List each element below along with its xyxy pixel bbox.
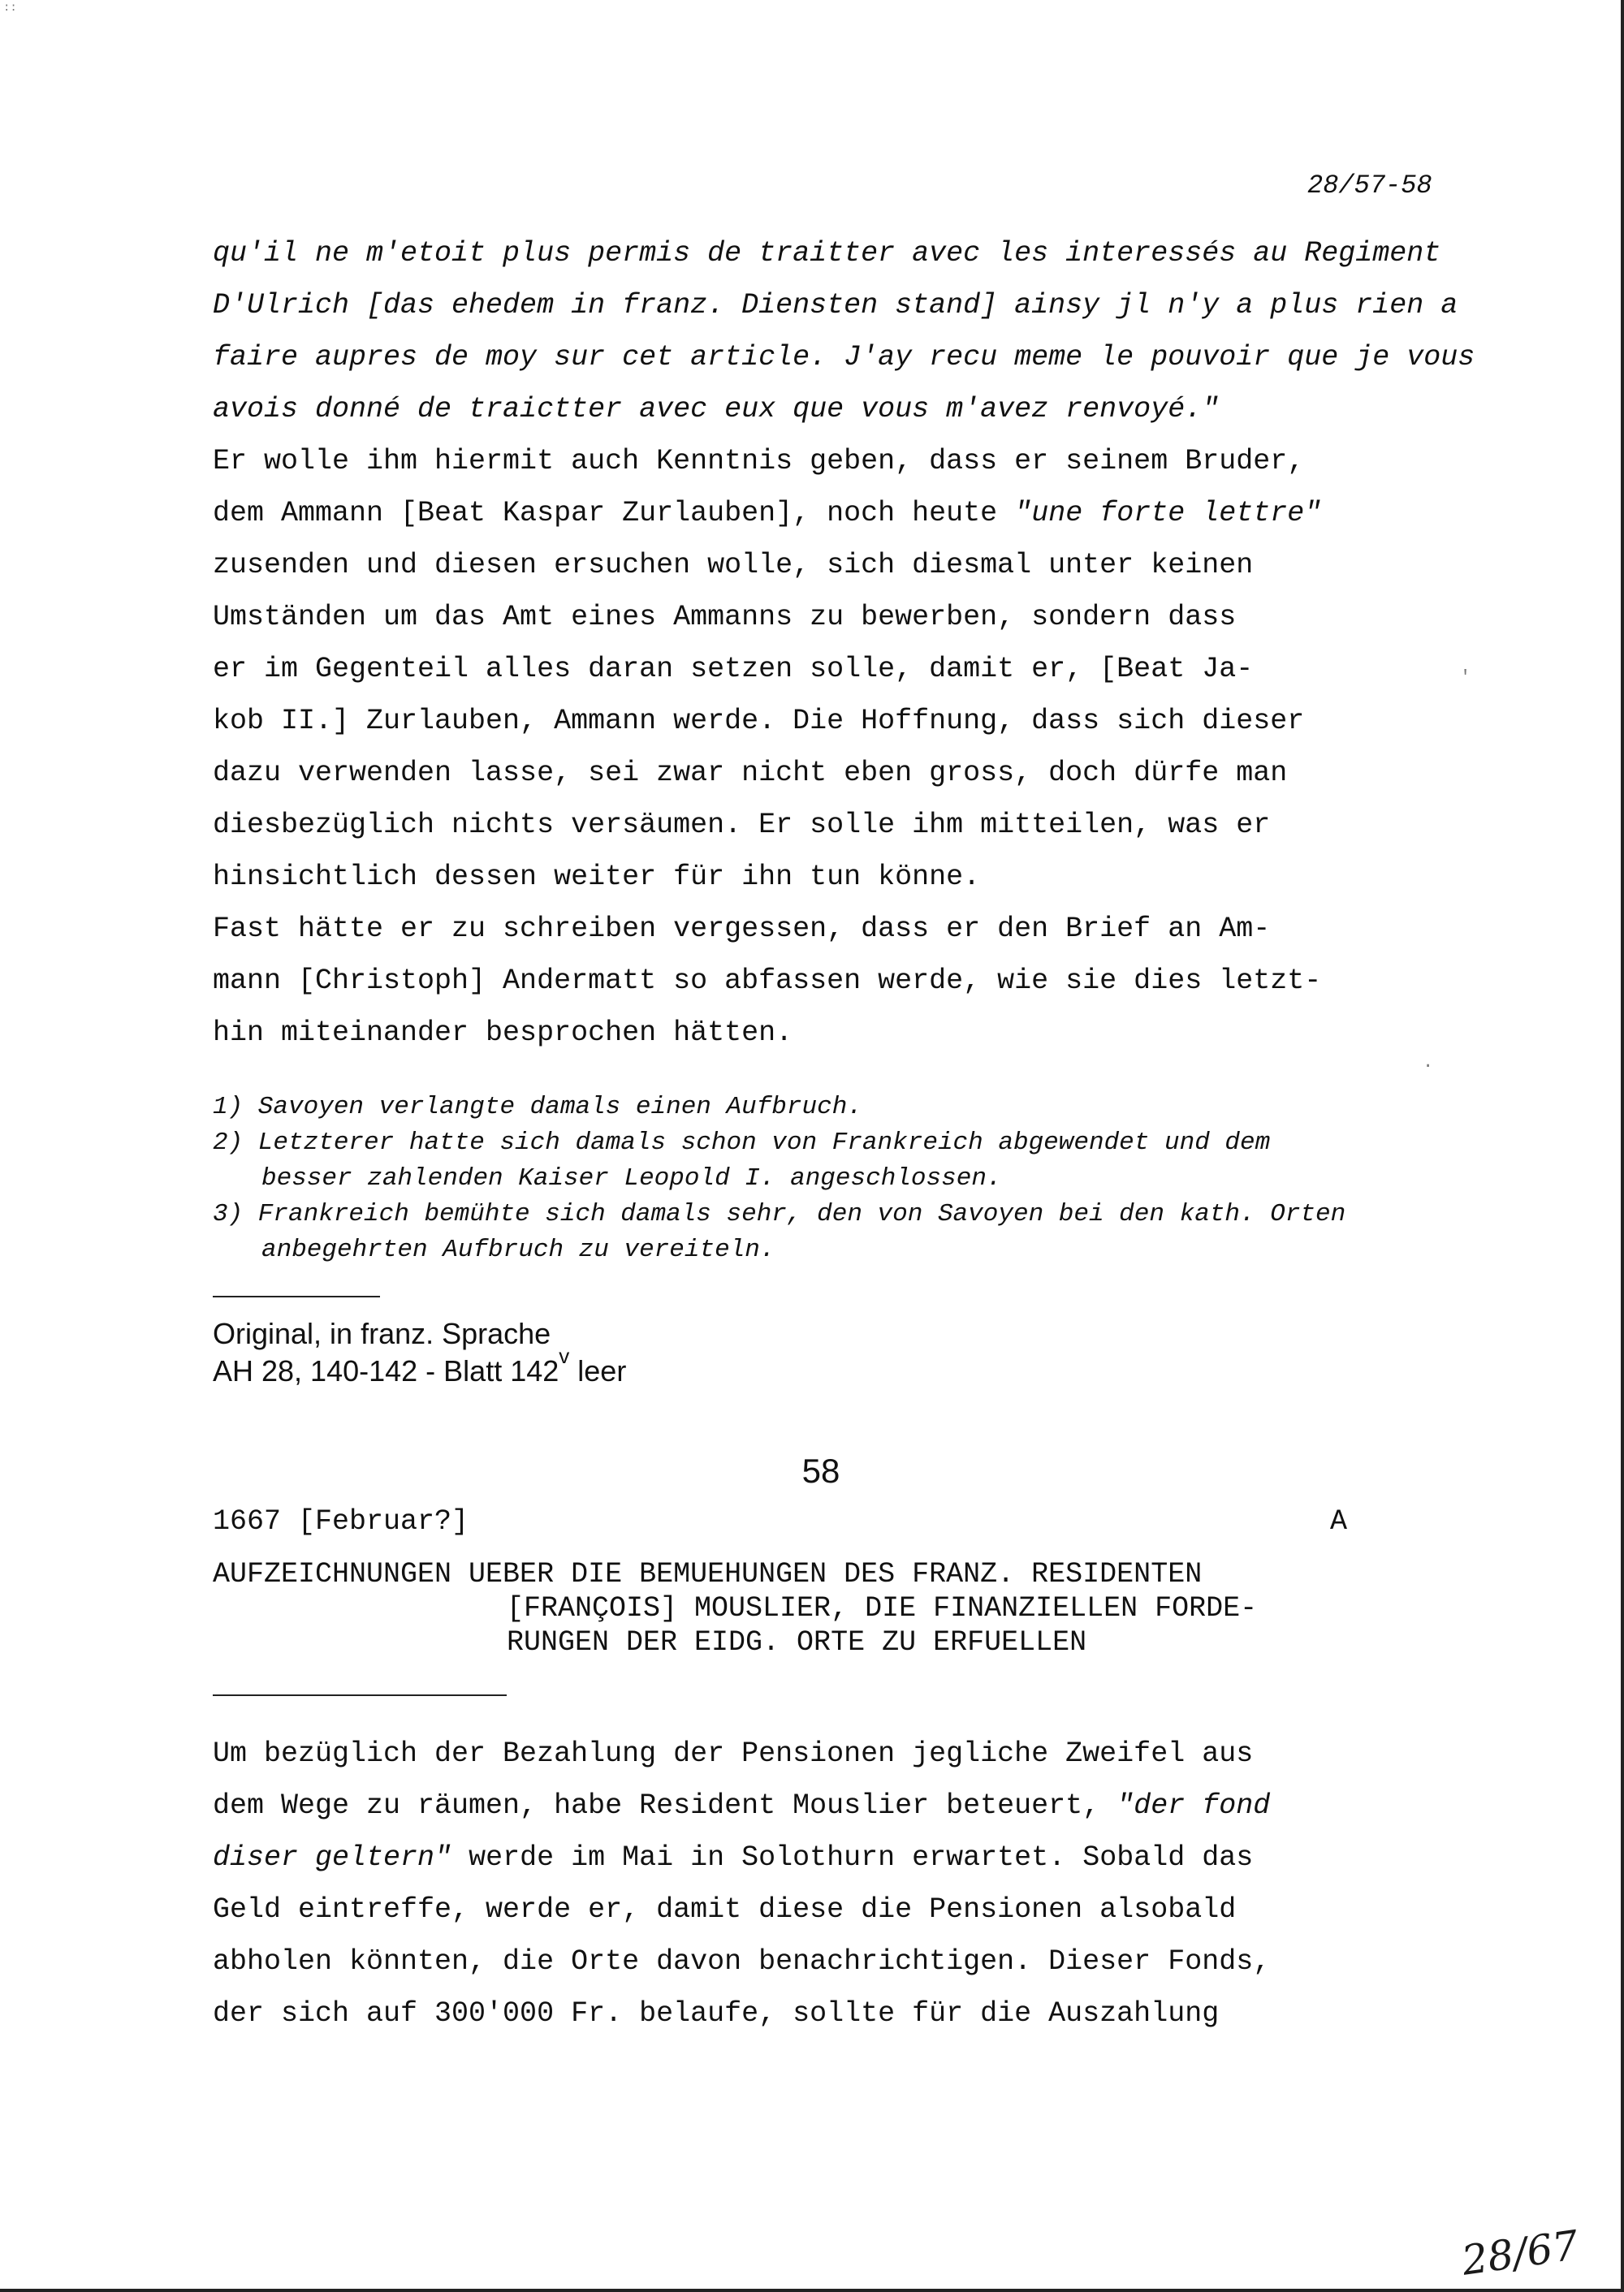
- paragraph-line: hinsichtlich dessen weiter für ihn tun könne.: [213, 861, 981, 893]
- paragraph-line: mann [Christoph] Andermatt so abfassen werde, wie sie dies letzt-: [213, 965, 1322, 997]
- body-line: abholen könnten, die Orte davon benachrichtigen. Dieser Fonds,: [213, 1945, 1271, 1978]
- body-line: Geld eintreffe, werde er, damit diese die Pensionen alsobald: [213, 1893, 1237, 1926]
- corner-mark: ::: [3, 2, 17, 15]
- footnote-3: 3) Frankreich bemühte sich damals sehr, den von Savoyen bei den kath. Orten: [213, 1200, 1346, 1228]
- quote-line: qu'il ne m'etoit plus permis de traitter avec les interessés au Regiment: [213, 237, 1441, 270]
- paragraph-line: zusenden und diesen ersuchen wolle, sich diesmal unter keinen: [213, 549, 1254, 581]
- quote-line: faire aupres de moy sur cet article. J'ay recu meme le pouvoir que je vous: [213, 341, 1475, 373]
- paragraph-line: [213, 487, 1479, 539]
- body-text: dem Wege zu räumen, habe Resident Mouslier beteuert,: [213, 1789, 1117, 1822]
- source-language: Original, in franz. Sprache: [213, 1317, 551, 1350]
- document-number: 58: [801, 1452, 840, 1490]
- paragraph-text: dem Ammann [Beat Kaspar Zurlauben], noch heute: [213, 497, 998, 529]
- footnotes: [213, 1090, 1479, 1268]
- continuation-text: [213, 227, 1479, 1059]
- footnote-2: 2) Letzterer hatte sich damals schon von Frankreich abgewendet und dem: [213, 1129, 1271, 1157]
- divider-rule: [213, 1296, 380, 1297]
- archive-reference: AH 28, 140-142 - Blatt 142: [213, 1354, 559, 1388]
- handwritten-page-number: 28/67: [1458, 2221, 1582, 2285]
- heading-line: AUFZEICHNUNGEN UEBER DIE BEMUEHUNGEN DES FRANZ. RESIDENTEN: [213, 1558, 1203, 1591]
- document-date: 1667 [Februar?]: [213, 1505, 469, 1538]
- quote-line: avois donné de traictter avec eux que vous m'avez renvoyé.": [213, 393, 1220, 425]
- inline-quote: diser geltern": [213, 1841, 452, 1874]
- document-body: [213, 1728, 1479, 2039]
- divider-rule: [213, 1694, 507, 1696]
- paragraph-line: Fast hätte er zu schreiben vergessen, dass er den Brief an Am-: [213, 913, 1271, 945]
- heading-line: RUNGEN DER EIDG. ORTE ZU ERFUELLEN: [507, 1626, 1087, 1659]
- paragraph-line: hin miteinander besprochen hätten.: [213, 1017, 793, 1049]
- footnote-3-continued: anbegehrten Aufbruch zu vereiteln.: [261, 1236, 775, 1264]
- stray-mark: ': [1460, 667, 1471, 688]
- paragraph-line: Umständen um das Amt eines Ammanns zu bewerben, sondern dass: [213, 601, 1237, 633]
- body-line: der sich auf 300'000 Fr. belaufe, sollte für die Auszahlung: [213, 1997, 1220, 2030]
- footnote-1: 1) Savoyen verlangte damals einen Aufbruch.: [213, 1093, 862, 1121]
- footnote-2-continued: besser zahlenden Kaiser Leopold I. angeschlossen.: [261, 1164, 1002, 1193]
- archive-reference-suffix: leer: [569, 1354, 627, 1388]
- source-archive: [213, 1344, 627, 1390]
- inline-quote: "une forte lettre": [1014, 497, 1322, 529]
- paragraph-line: Er wolle ihm hiermit auch Kenntnis geben, dass er seinem Bruder,: [213, 445, 1305, 477]
- document-heading: [213, 1557, 1257, 1660]
- paragraph-line: kob II.] Zurlauben, Ammann werde. Die Hoffnung, dass sich dieser: [213, 705, 1305, 737]
- heading-line: [FRANÇOIS] MOUSLIER, DIE FINANZIELLEN FORDE-: [507, 1592, 1258, 1625]
- paragraph-line: er im Gegenteil alles daran setzen solle, damit er, [Beat Ja-: [213, 653, 1254, 685]
- source-note: [213, 1315, 626, 1390]
- body-line: Um bezüglich der Bezahlung der Pensionen jegliche Zweifel aus: [213, 1737, 1254, 1770]
- paragraph-line: diesbezüglich nichts versäumen. Er solle ihm mitteilen, was er: [213, 809, 1271, 841]
- inline-quote: "der fond: [1116, 1789, 1271, 1822]
- stray-mark: .: [1423, 1052, 1434, 1073]
- body-text: werde im Mai in Solothurn erwartet. Sobald das: [451, 1841, 1254, 1874]
- quote-line: D'Ulrich [das ehedem in franz. Diensten stand] ainsy jl n'y a plus rien a: [213, 289, 1458, 322]
- body-line: [213, 1832, 1479, 1884]
- document-type: A: [1330, 1505, 1348, 1538]
- paragraph-line: dazu verwenden lasse, sei zwar nicht eben gross, doch dürfe man: [213, 757, 1288, 789]
- verso-superscript: v: [559, 1344, 570, 1368]
- body-line: [213, 1780, 1479, 1832]
- reference-number: 28/57-58: [1307, 170, 1432, 201]
